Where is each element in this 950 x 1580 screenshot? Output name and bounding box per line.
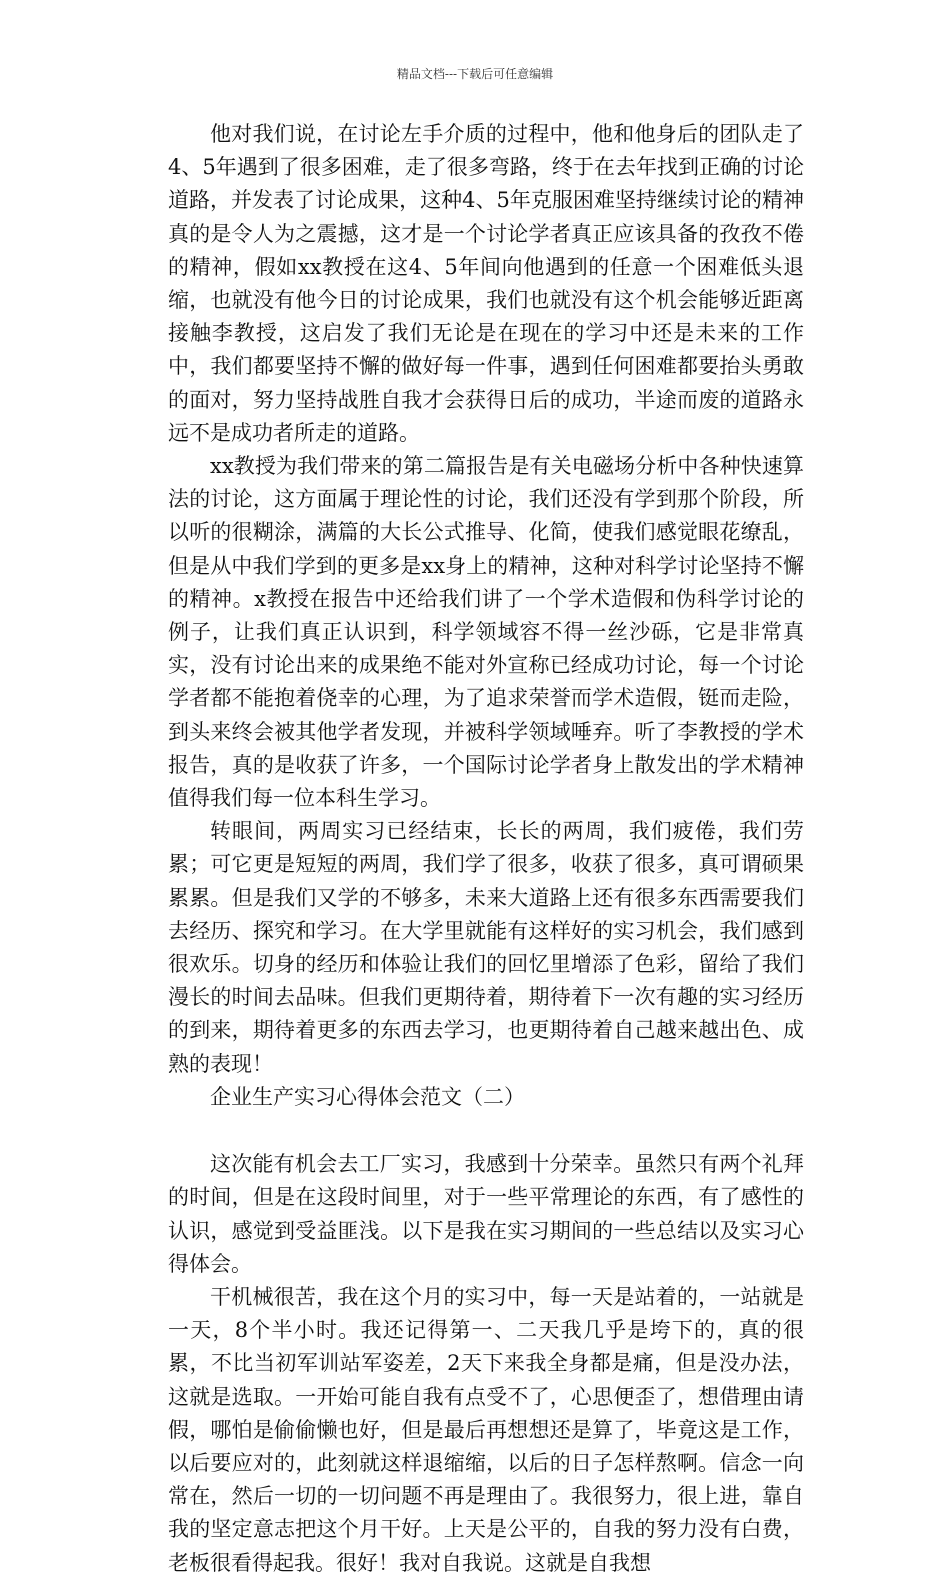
page-header: 精品文档---下载后可任意编辑 bbox=[396, 67, 554, 81]
blank-line bbox=[168, 1114, 804, 1148]
paragraph: xx教授为我们带来的第二篇报告是有关电磁场分析中各种快速算法的讨论，这方面属于理论性的讨论，我们还没有学到那个阶段，所以听的很糊涂，满篇的大长公式推导、化简，使我们感觉眼花缭乱，但是从中我们学到的更多是xx身上的精神，这种对科学讨论坚持不懈的精神。x教授在报告中还给我们讲了一个学术造假和伪科学讨论的例子，让我们真正认识到，科学领域容不得一丝沙砾，它是非常真实，没有讨论出来的成果绝不能对外宣称已经成功讨论，每一个讨论学者都不能抱着侥幸的心理，为了追求荣誉而学术造假，铤而走险，到头来终会被其他学者发现，并被科学领域唾弃。听了李教授的学术报告，真的是收获了许多，一个国际讨论学者身上散发出的学术精神值得我们每一位本科生学习。 bbox=[168, 454, 804, 811]
document-body bbox=[168, 118, 804, 1580]
paragraph: 他对我们说，在讨论左手介质的过程中，他和他身后的团队走了4、5年遇到了很多困难，走了很多弯路，终于在去年找到正确的讨论道路，并发表了讨论成果，这种4、5年克服困难坚持继续讨论的精神真的是令人为之震撼，这才是一个讨论学者真正应该具备的孜孜不倦的精神，假如xx教授在这4、5年间向他遇到的任意一个困难低头退缩，也就没有他今日的讨论成果，我们也就没有这个机会能够近距离接触李教授，这启发了我们无论是在现在的学习中还是未来的工作中，我们都要坚持不懈的做好每一件事，遇到任何困难都要抬头勇敢的面对，努力坚持战胜自我才会获得日后的成功，半途而废的道路永远不是成功者所走的道路。 bbox=[168, 122, 804, 445]
paragraph: 这次能有机会去工厂实习，我感到十分荣幸。虽然只有两个礼拜的时间，但是在这段时间里，对于一些平常理论的东西，有了感性的认识，感觉到受益匪浅。以下是我在实习期间的一些总结以及实习心得体会。 bbox=[168, 1152, 804, 1276]
paragraph: 转眼间，两周实习已经结束，长长的两周，我们疲倦，我们劳累；可它更是短短的两周，我们学了很多，收获了很多，真可谓硕果累累。但是我们又学的不够多，未来大道路上还有很多东西需要我们去经历、探究和学习。在大学里就能有这样好的实习机会，我们感到很欢乐。切身的经历和体验让我们的回忆里增添了色彩，留给了我们漫长的时间去品味。但我们更期待着，期待着下一次有趣的实习经历的到来，期待着更多的东西去学习，也更期待着自己越来越出色、成熟的表现！ bbox=[168, 819, 804, 1076]
paragraph: 干机械很苦，我在这个月的实习中，每一天是站着的，一站就是一天，8个半小时。我还记得第一、二天我几乎是垮下的，真的很累，不比当初军训站军姿差，2天下来我全身都是痛，但是没办法，这就是选取。一开始可能自我有点受不了，心思便歪了，想借理由请假，哪怕是偷偷懒也好，但是最后再想想还是算了，毕竟这是工作，以后要应对的，此刻就这样退缩缩，以后的日子怎样熬啊。信念一向常在，然后一切的一切问题不再是理由了。我很努力，很上进，靠自我的坚定意志把这个月干好。上天是公平的，自我的努力没有白费，老板很看得起我。很好！我对自我说。这就是自我想 bbox=[168, 1284, 804, 1575]
section-title: 企业生产实习心得体会范文（二） bbox=[210, 1084, 525, 1109]
